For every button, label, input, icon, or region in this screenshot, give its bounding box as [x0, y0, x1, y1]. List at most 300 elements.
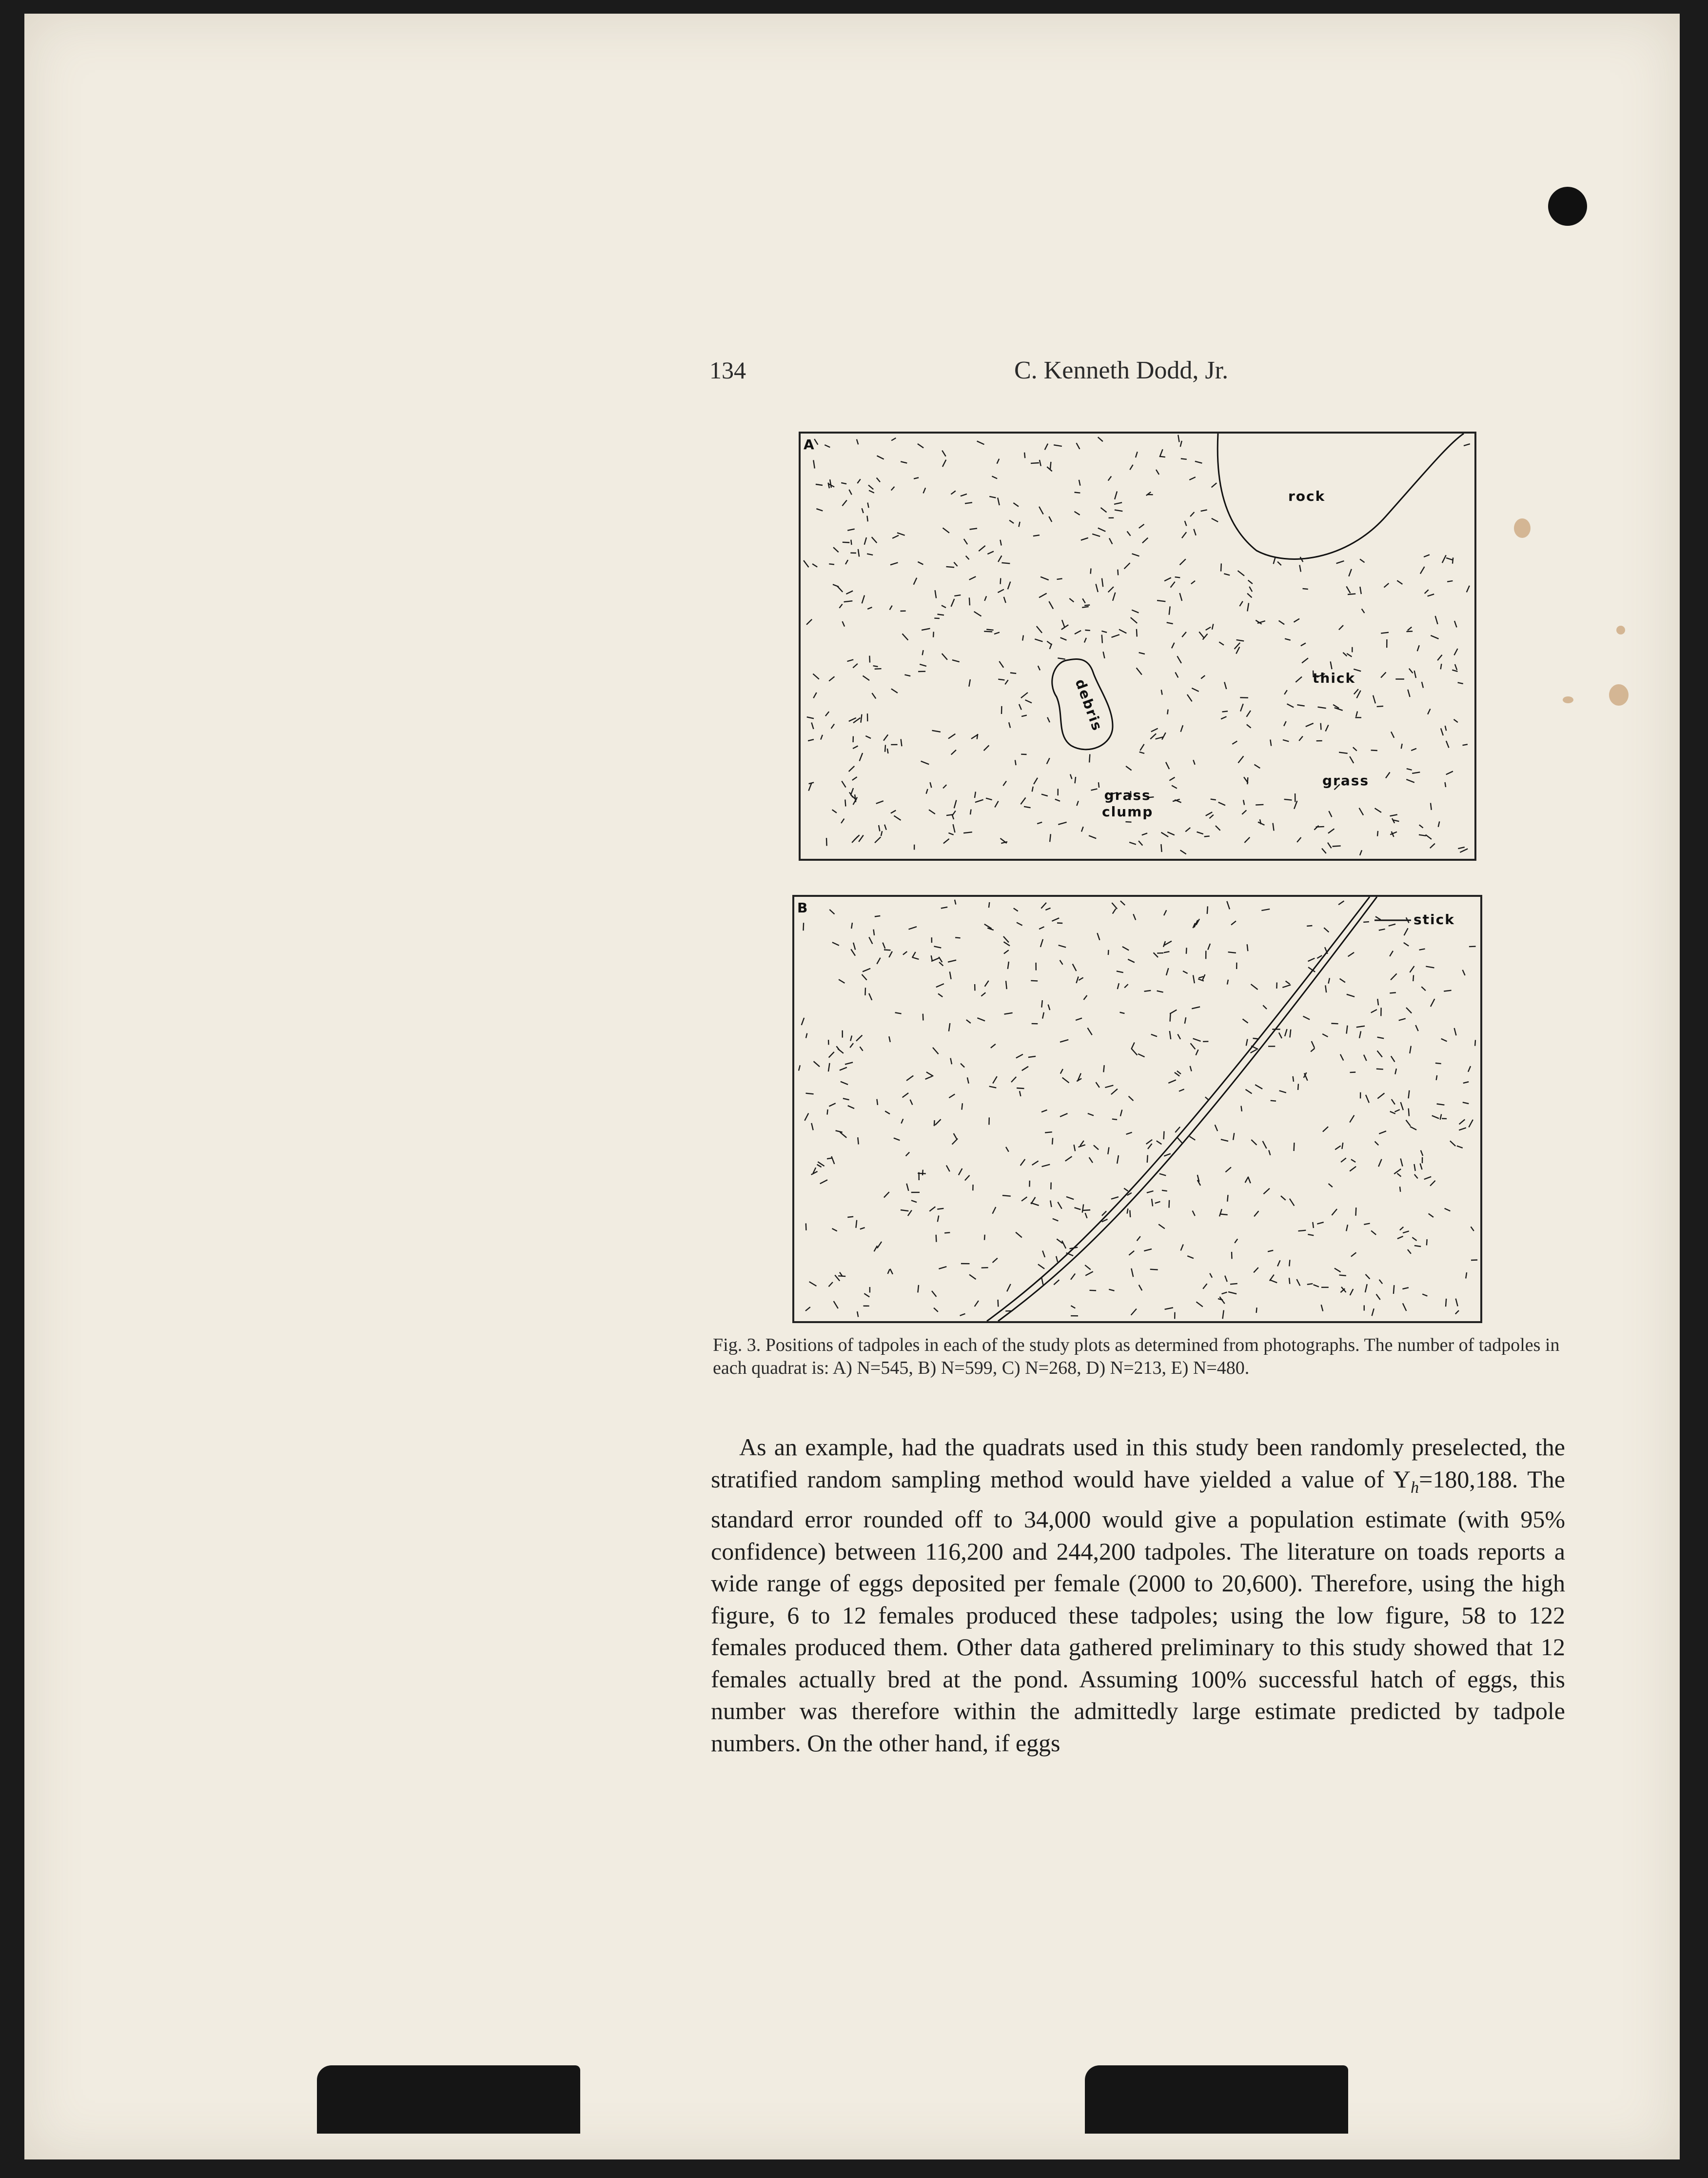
tadpole-mark	[982, 1267, 988, 1268]
tadpole-mark	[1314, 826, 1318, 830]
tadpole-mark	[1127, 532, 1131, 536]
tadpole-mark	[1129, 1251, 1134, 1255]
tadpole-mark	[1105, 1085, 1113, 1088]
tadpole-mark	[1248, 580, 1253, 584]
tadpole-mark	[1195, 461, 1202, 463]
tadpole-mark	[1338, 901, 1344, 905]
tadpole-mark	[1360, 850, 1362, 855]
tadpole-mark	[997, 459, 1000, 464]
tadpole-mark	[1088, 1028, 1092, 1035]
tadpole-mark	[1190, 512, 1194, 516]
tadpole-mark	[799, 1065, 800, 1070]
tadpole-mark	[805, 1113, 808, 1121]
tadpole-mark	[1011, 1077, 1016, 1082]
tadpole-mark	[1007, 1284, 1011, 1291]
tadpole-mark	[1317, 955, 1322, 958]
tadpole-mark	[1172, 786, 1177, 789]
tadpole-mark	[1119, 630, 1126, 634]
tadpole-mark	[1379, 1131, 1386, 1134]
tadpole-mark	[806, 1093, 814, 1094]
tadpole-mark	[1339, 625, 1343, 630]
tadpole-mark	[816, 509, 823, 511]
tadpole-mark	[1426, 835, 1432, 839]
tadpole-mark	[965, 502, 972, 503]
tadpole-mark	[1431, 635, 1438, 639]
tadpole-mark	[1349, 569, 1352, 576]
tadpole-mark	[1089, 835, 1096, 838]
tadpole-mark	[832, 942, 839, 946]
tadpole-mark	[1395, 1069, 1396, 1074]
tadpole-mark	[1157, 1141, 1162, 1144]
tadpole-mark	[1193, 1211, 1195, 1216]
tadpole-mark	[1248, 1177, 1251, 1184]
tadpole-mark	[998, 555, 1001, 562]
tadpole-mark	[1022, 1067, 1028, 1070]
tadpole-mark	[1038, 666, 1040, 670]
tadpole-mark	[1181, 725, 1183, 732]
tadpole-mark	[935, 1119, 941, 1125]
tadpole-mark	[1111, 1089, 1118, 1094]
tadpole-mark	[831, 1156, 834, 1164]
tadpole-mark	[1294, 619, 1300, 622]
tadpole-mark	[954, 1133, 957, 1139]
tadpole-mark	[1147, 1191, 1154, 1193]
tadpole-mark	[1353, 747, 1357, 751]
tadpole-mark	[1206, 812, 1213, 816]
tadpole-mark	[1181, 1245, 1183, 1251]
tadpole-mark	[1409, 669, 1413, 673]
tadpole-mark	[998, 498, 1000, 506]
tadpole-mark	[1408, 627, 1412, 631]
tadpole-mark	[1172, 643, 1175, 648]
tadpole-mark	[1249, 587, 1252, 592]
zone-label-debris: debris	[1072, 676, 1106, 733]
tadpole-mark	[1406, 779, 1414, 782]
tadpole-mark	[1375, 1142, 1379, 1146]
tadpole-mark	[811, 1123, 813, 1130]
tadpole-mark	[1340, 979, 1345, 983]
tadpole-mark	[1126, 1132, 1132, 1134]
tadpole-mark	[821, 735, 823, 740]
tadpole-mark	[1375, 808, 1381, 812]
tadpole-mark	[1054, 445, 1062, 446]
tadpole-mark	[966, 1020, 971, 1023]
tadpole-mark	[864, 1293, 869, 1297]
zone-label-grass-clump	[1102, 787, 1153, 820]
tadpole-mark	[954, 800, 957, 809]
tadpole-mark	[934, 618, 940, 619]
tadpole-mark	[1322, 849, 1326, 853]
tadpole-mark	[1057, 578, 1062, 579]
tadpole-mark	[1050, 462, 1051, 469]
tadpole-mark	[901, 739, 902, 747]
tadpole-mark	[1225, 1167, 1231, 1172]
tadpole-mark	[935, 590, 937, 598]
tadpole-mark	[877, 958, 880, 964]
tadpole-mark	[865, 736, 871, 738]
tadpole-mark	[998, 679, 1004, 680]
tadpole-mark	[1142, 538, 1148, 543]
tadpole-mark	[975, 792, 976, 798]
tadpole-mark	[1410, 1046, 1411, 1053]
tadpole-mark	[1045, 908, 1050, 910]
tadpole-mark	[948, 833, 953, 835]
tadpole-mark	[926, 789, 928, 794]
tadpole-mark	[1377, 1051, 1382, 1057]
tadpole-mark	[1164, 1154, 1171, 1156]
tadpole-mark	[1008, 962, 1009, 969]
tadpole-mark	[841, 1082, 848, 1085]
tadpole-mark	[1404, 943, 1409, 946]
tadpole-mark	[877, 478, 880, 482]
tadpole-mark	[872, 693, 876, 698]
tadpole-mark	[1131, 1309, 1137, 1315]
tadpole-mark	[1132, 610, 1139, 613]
tadpole-mark	[1175, 1127, 1180, 1132]
tadpole-mark	[939, 957, 942, 962]
tadpole-mark	[925, 1076, 932, 1079]
tadpole-mark	[1468, 1066, 1471, 1072]
tadpole-mark	[1128, 959, 1135, 963]
tadpole-mark	[1075, 1208, 1081, 1209]
tadpole-mark	[1356, 1026, 1365, 1028]
tadpole-mark	[857, 439, 858, 445]
tadpole-mark	[1450, 1141, 1455, 1146]
tadpole-mark	[867, 554, 873, 555]
tadpole-mark	[1415, 1025, 1418, 1031]
tadpole-mark	[1045, 444, 1048, 450]
tadpole-mark	[1390, 951, 1393, 956]
tadpole-mark	[1224, 574, 1230, 575]
tadpole-mark	[1324, 928, 1329, 932]
tadpole-mark	[1182, 532, 1186, 538]
tadpole-mark	[1436, 1075, 1437, 1080]
tadpole-mark	[960, 1314, 965, 1316]
tadpole-mark	[1130, 465, 1133, 470]
tadpole-mark	[1392, 1099, 1395, 1105]
tadpole-mark	[1201, 510, 1207, 511]
tadpole-mark	[948, 734, 955, 739]
tadpole-mark	[1371, 750, 1377, 751]
tadpole-mark	[1170, 1013, 1171, 1022]
tadpole-mark	[1021, 1159, 1025, 1166]
tadpole-mark	[1452, 670, 1457, 672]
tadpole-mark	[1282, 985, 1291, 988]
tadpole-mark	[1162, 1190, 1167, 1191]
tadpole-mark	[1236, 647, 1239, 654]
tadpole-mark	[921, 761, 929, 765]
tadpole-mark	[1157, 600, 1165, 601]
tadpole-mark	[1431, 803, 1432, 810]
tadpole-mark	[833, 584, 839, 587]
tadpole-mark	[1168, 1080, 1176, 1083]
tadpole-mark	[1460, 849, 1468, 852]
tadpole-mark	[1062, 620, 1065, 627]
tadpole-mark	[840, 1132, 847, 1138]
tadpole-mark	[1378, 1159, 1381, 1167]
tadpole-mark	[1136, 452, 1138, 457]
tadpole-mark	[1227, 980, 1228, 985]
tadpole-mark	[901, 1210, 908, 1211]
tadpole-mark	[1233, 1133, 1234, 1140]
tadpole-mark	[1090, 1290, 1097, 1291]
tadpole-mark	[1406, 1008, 1412, 1013]
tadpole-mark	[1235, 1239, 1237, 1243]
tadpole-mark	[953, 824, 955, 832]
tadpole-mark	[840, 1068, 847, 1070]
tadpole-mark	[839, 979, 844, 983]
tadpole-mark	[981, 992, 985, 996]
tadpole-mark	[922, 629, 930, 630]
tadpole-mark	[806, 1033, 807, 1038]
tadpole-mark	[1283, 740, 1289, 741]
tadpole-mark	[1190, 1136, 1196, 1140]
tadpole-mark	[986, 798, 992, 800]
tadpole-mark	[1180, 559, 1186, 565]
tadpole-mark	[1076, 977, 1078, 983]
tadpole-mark	[1024, 807, 1031, 808]
tadpole-mark	[992, 476, 997, 478]
tadpole-mark	[814, 1061, 820, 1067]
tadpole-mark	[1001, 563, 1010, 564]
tadpole-mark	[1216, 826, 1220, 831]
tadpole-mark	[1420, 1164, 1422, 1170]
tadpole-mark	[884, 825, 886, 830]
tadpole-mark	[1085, 1213, 1087, 1218]
tadpole-mark	[1082, 1204, 1084, 1212]
tadpole-mark	[1055, 799, 1060, 801]
tadpole-mark	[1192, 688, 1198, 692]
tadpole-mark	[1425, 590, 1429, 594]
tadpole-mark	[1076, 1018, 1082, 1020]
tadpole-mark	[923, 488, 926, 493]
tadpole-mark	[1391, 1056, 1395, 1062]
tadpole-mark	[1238, 756, 1243, 763]
tadpole-mark	[1381, 633, 1389, 634]
tadpole-mark	[1020, 1091, 1021, 1096]
tadpole-mark	[856, 1035, 862, 1041]
tadpole-mark	[1329, 811, 1332, 817]
tadpole-mark	[1454, 621, 1457, 627]
tadpole-mark	[1377, 706, 1383, 707]
tadpole-mark	[1004, 950, 1009, 953]
tadpole-mark	[1404, 928, 1408, 935]
tadpole-mark	[1103, 652, 1105, 658]
tadpole-mark	[1014, 908, 1018, 911]
tadpole-mark	[1113, 593, 1115, 601]
tadpole-mark	[1350, 1289, 1354, 1295]
tadpole-mark	[1180, 441, 1182, 447]
tadpole-mark	[811, 723, 813, 729]
tadpole-mark	[1047, 758, 1050, 764]
tadpole-mark	[807, 717, 814, 718]
tadpole-mark	[1227, 1195, 1228, 1202]
tadpole-mark	[1243, 800, 1244, 805]
tadpole-mark	[1033, 535, 1040, 536]
zone-label-stick: stick	[1414, 911, 1455, 928]
tadpole-mark	[1040, 460, 1041, 466]
tadpole-mark	[1364, 1224, 1370, 1225]
tadpole-mark	[1401, 744, 1402, 749]
tadpole-mark	[1336, 561, 1344, 563]
tadpole-mark	[891, 487, 895, 491]
tadpole-mark	[1041, 577, 1049, 580]
tadpole-mark	[1408, 1249, 1411, 1254]
tadpole-mark	[1414, 671, 1416, 678]
stain	[1514, 518, 1531, 538]
tadpole-mark	[805, 1307, 810, 1311]
tadpole-mark	[1210, 1273, 1212, 1278]
tadpole-mark	[1408, 690, 1410, 697]
tadpole-mark	[939, 1267, 946, 1269]
tadpole-mark	[1227, 901, 1230, 910]
tadpole-mark	[1306, 723, 1314, 727]
tadpole-mark	[1085, 1271, 1093, 1275]
tadpole-mark	[844, 601, 853, 602]
tadpole-mark	[998, 1300, 999, 1307]
tadpole-mark	[1455, 1310, 1459, 1314]
tadpole-mark	[809, 1282, 817, 1286]
tadpole-mark	[1201, 675, 1205, 678]
tadpole-mark	[1165, 1307, 1173, 1309]
tadpole-mark	[1096, 584, 1098, 592]
tadpole-mark	[1053, 1219, 1059, 1221]
tadpole-mark	[876, 801, 883, 804]
tadpole-mark	[1406, 1120, 1411, 1126]
tadpole-mark	[891, 438, 896, 440]
tadpole-mark	[1348, 952, 1355, 956]
tadpole-mark	[954, 595, 961, 596]
tadpole-mark	[1254, 1211, 1258, 1216]
tadpole-mark	[1377, 1037, 1384, 1039]
tadpole-mark	[845, 1062, 853, 1064]
tadpole-mark	[934, 1120, 935, 1126]
tadpole-mark	[964, 539, 967, 544]
tadpole-mark	[967, 1077, 969, 1083]
tadpole-mark	[1223, 1310, 1224, 1319]
tadpole-mark	[1131, 1268, 1133, 1277]
tadpole-mark	[1139, 841, 1142, 845]
tadpole-mark	[813, 674, 819, 679]
tadpole-mark	[932, 1291, 936, 1297]
tadpole-mark	[951, 599, 955, 607]
tadpole-mark	[1144, 1249, 1152, 1251]
tadpole-mark	[1218, 802, 1225, 805]
tadpole-mark	[1102, 1211, 1106, 1215]
tadpole-mark	[1207, 906, 1208, 914]
tadpole-mark	[1424, 554, 1430, 557]
tadpole-mark	[1246, 1089, 1252, 1094]
tadpole-mark	[1050, 834, 1051, 842]
tadpole-mark	[1440, 1114, 1442, 1120]
tadpole-mark	[877, 1099, 878, 1105]
tadpole-mark	[965, 1175, 970, 1181]
tadpole-mark	[1299, 565, 1301, 572]
tadpole-mark	[869, 993, 872, 1000]
tadpole-mark	[1238, 571, 1245, 576]
tadpole-mark	[1467, 586, 1470, 593]
tadpole-mark	[901, 1119, 903, 1123]
tadpole-mark	[1182, 632, 1186, 637]
panel-b-plot	[794, 897, 1480, 1321]
tadpole-mark	[1351, 1159, 1355, 1162]
tadpole-mark	[1247, 594, 1252, 598]
tadpole-mark	[1120, 901, 1125, 905]
tadpole-mark	[1052, 1138, 1053, 1144]
tadpole-mark	[875, 916, 880, 917]
tadpole-mark	[853, 664, 858, 668]
tadpole-mark	[1410, 1127, 1416, 1130]
tadpole-mark	[1326, 725, 1329, 732]
tadpole-mark	[850, 1043, 853, 1048]
tadpole-mark	[1148, 1144, 1152, 1149]
zone-label-grass-clump-line1: grass	[1104, 787, 1151, 803]
tadpole-mark	[989, 496, 996, 498]
tadpole-mark	[1414, 1174, 1418, 1178]
tadpole-mark	[1321, 1305, 1323, 1311]
tadpole-mark	[1157, 991, 1163, 992]
tadpole-mark	[1139, 1285, 1142, 1291]
tadpole-mark	[912, 952, 916, 957]
tadpole-mark	[1463, 744, 1468, 745]
tadpole-mark	[1212, 518, 1218, 522]
tadpole-mark	[826, 838, 827, 846]
tadpole-mark	[1224, 682, 1226, 689]
tadpole-mark	[825, 712, 829, 716]
tadpole-mark	[1111, 1197, 1119, 1199]
tadpole-mark	[1163, 941, 1165, 947]
tadpole-mark	[829, 1052, 834, 1058]
tadpole-mark	[936, 984, 944, 987]
tadpole-mark	[1242, 810, 1246, 814]
tadpole-mark	[1263, 1005, 1267, 1009]
tadpole-mark	[906, 1184, 908, 1191]
tadpole-mark	[889, 1036, 890, 1042]
tadpole-mark	[1446, 558, 1453, 560]
tadpole-mark	[1178, 435, 1179, 442]
tadpole-mark	[1359, 808, 1364, 815]
tadpole-mark	[1412, 1237, 1416, 1241]
body-text	[711, 1431, 1565, 1759]
tadpole-mark	[1060, 1040, 1068, 1042]
stain	[1616, 626, 1625, 634]
tadpole-mark	[1428, 709, 1430, 714]
tadpole-mark	[869, 656, 870, 663]
tadpole-mark	[1270, 1280, 1277, 1283]
tadpole-mark	[1205, 1097, 1209, 1100]
tadpole-mark	[895, 1012, 902, 1013]
tadpole-mark	[1004, 942, 1010, 946]
tadpole-mark	[1294, 1143, 1295, 1151]
tadpole-mark	[1403, 1231, 1409, 1233]
tadpole-mark	[874, 1246, 878, 1251]
tadpole-mark	[1384, 583, 1389, 588]
tadpole-mark	[1079, 480, 1080, 486]
tadpole-mark	[1463, 970, 1465, 975]
tadpole-mark	[1441, 728, 1443, 735]
tadpole-mark	[851, 788, 853, 794]
tadpole-mark	[829, 1282, 833, 1287]
tadpole-mark	[817, 1165, 822, 1167]
tadpole-mark	[1268, 1250, 1273, 1252]
tadpole-mark	[1101, 631, 1107, 633]
tadpole-mark	[872, 537, 877, 543]
tadpole-mark	[901, 461, 907, 463]
tadpole-mark	[1343, 653, 1347, 656]
tadpole-mark	[1430, 844, 1435, 849]
tadpole-mark	[938, 994, 942, 997]
tadpole-mark	[1021, 798, 1025, 805]
